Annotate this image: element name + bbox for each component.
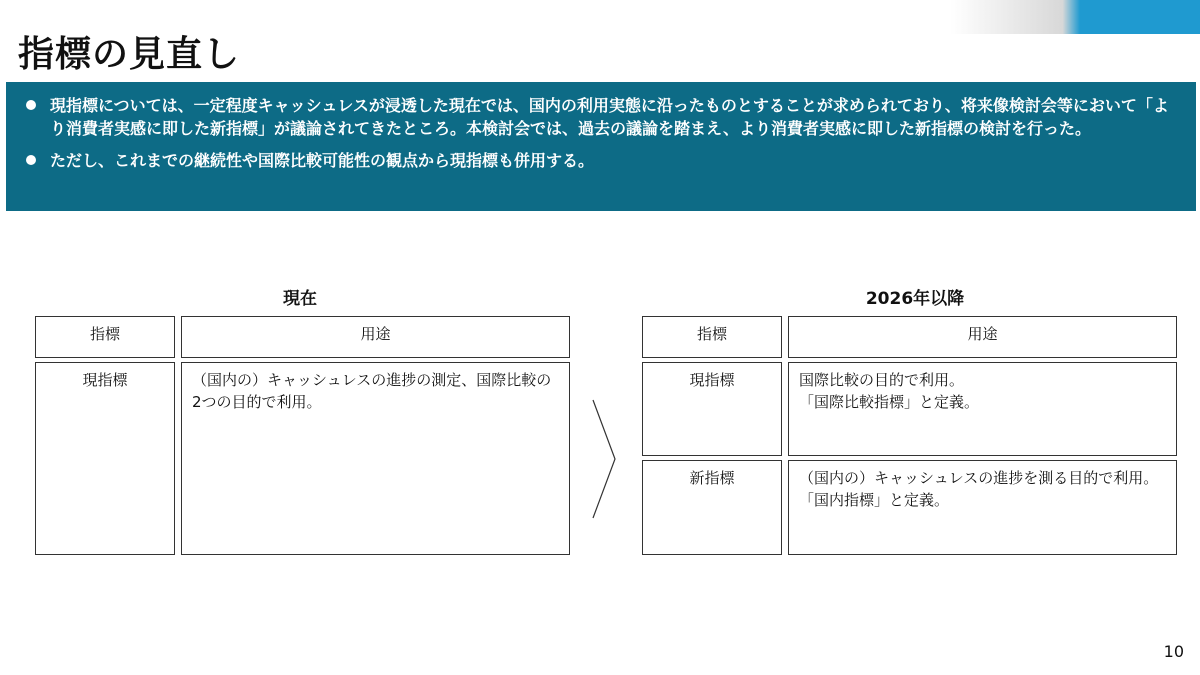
current-row-indicator: 現指標 xyxy=(35,362,175,555)
future-row-1-usage xyxy=(788,362,1177,456)
current-row-usage: （国内の）キャッシュレスの進捗の測定、国際比較の2つの目的で利用。 xyxy=(181,362,570,555)
future-row-2-usage-line2: 「国内指標」と定義。 xyxy=(799,491,950,509)
current-heading: 現在 xyxy=(283,289,317,309)
future-row-1-usage-line2: 「国際比較指標」と定義。 xyxy=(799,393,980,411)
future-row-2-indicator: 新指標 xyxy=(642,460,782,555)
future-row-2-usage xyxy=(788,460,1177,555)
future-row-1-indicator: 現指標 xyxy=(642,362,782,456)
bullet-dot-icon xyxy=(26,155,36,165)
future-header-indicator: 指標 xyxy=(642,316,782,358)
summary-box xyxy=(6,82,1196,211)
current-header-usage: 用途 xyxy=(181,316,570,358)
current-header-indicator: 指標 xyxy=(35,316,175,358)
summary-bullet-1 xyxy=(24,94,1178,140)
future-header-usage: 用途 xyxy=(788,316,1177,358)
page-number: 10 xyxy=(1163,642,1184,661)
corner-accent-bar xyxy=(950,0,1200,34)
summary-text-1: 現指標については、一定程度キャッシュレスが浸透した現在では、国内の利用実態に沿ったものとすることが求められており、将来像検討会等において「より消費者実感に即した新指標」が議論されてきたところ。本検討会では、過去の議論を踏まえ、より消費者実感に即した新指標の検討を行った。 xyxy=(50,96,1169,138)
future-heading: 2026年以降 xyxy=(865,289,965,309)
page-title: 指標の見直し xyxy=(18,34,241,75)
chevron-right-icon xyxy=(590,398,618,520)
summary-text-2: ただし、これまでの継続性や国際比較可能性の観点から現指標も併用する。 xyxy=(50,151,595,170)
summary-bullet-2 xyxy=(24,149,1178,172)
future-row-2-usage-line1: （国内の）キャッシュレスの進捗を測る目的で利用。 xyxy=(799,469,1159,487)
future-row-1-usage-line1: 国際比較の目的で利用。 xyxy=(799,371,965,389)
bullet-dot-icon xyxy=(26,100,36,110)
